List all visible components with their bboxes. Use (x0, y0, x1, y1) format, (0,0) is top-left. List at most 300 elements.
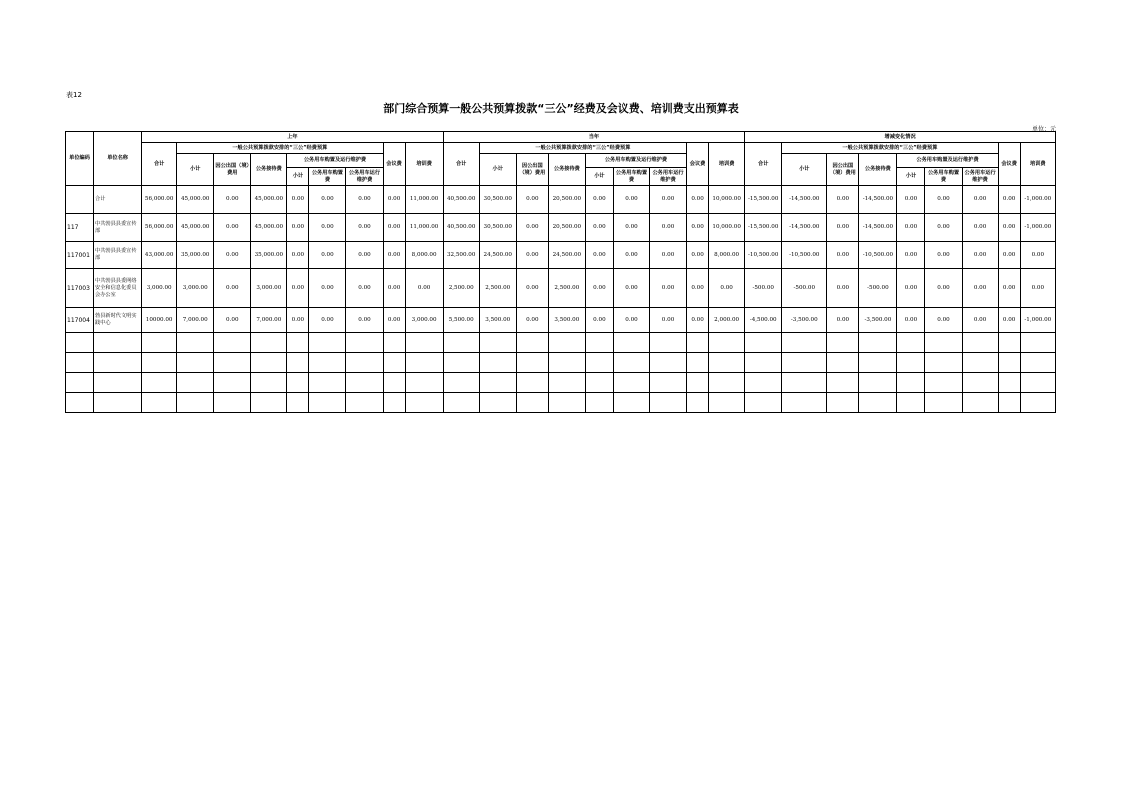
empty-cell (585, 373, 613, 393)
cell-value: 0.00 (383, 186, 405, 214)
cell-value: 0.00 (287, 186, 309, 214)
cell-value: 3,000.00 (251, 269, 287, 308)
cell-value: 2,500.00 (548, 269, 585, 308)
empty-cell (650, 393, 687, 413)
empty-cell (962, 353, 998, 373)
cell-value: -14,500.00 (859, 186, 897, 214)
table-row (66, 308, 1056, 333)
cell-value: 0.00 (925, 214, 962, 242)
header-vehicle-subtotal: 小计 (287, 168, 309, 186)
header-abroad: 因公出国（境）费用 (827, 154, 859, 186)
empty-cell (745, 333, 782, 353)
cell-value: 0.00 (516, 186, 548, 214)
cell-value: 35,000.00 (251, 242, 287, 269)
empty-cell (66, 353, 94, 373)
table-body (66, 186, 1056, 413)
empty-cell (925, 333, 962, 353)
empty-cell (859, 373, 897, 393)
empty-cell (897, 373, 925, 393)
cell-value: 0.00 (650, 308, 687, 333)
cell-value: 0.00 (309, 308, 346, 333)
cell-value: 0.00 (650, 269, 687, 308)
cell-value: 3,500.00 (479, 308, 516, 333)
empty-cell (443, 393, 479, 413)
cell-value: 0.00 (287, 242, 309, 269)
empty-cell (94, 373, 142, 393)
cell-value: -14,500.00 (782, 186, 827, 214)
cell-value: 0.00 (383, 269, 405, 308)
empty-cell (782, 393, 827, 413)
empty-cell (94, 393, 142, 413)
cell-value: 0.00 (687, 186, 709, 214)
cell-value: 0.00 (585, 214, 613, 242)
empty-cell (405, 333, 443, 353)
cell-value: -1,000.00 (1020, 186, 1055, 214)
empty-cell (962, 393, 998, 413)
empty-cell (309, 373, 346, 393)
empty-cell (998, 353, 1020, 373)
cell-value: 11,000.00 (405, 186, 443, 214)
cell-value: -3,500.00 (859, 308, 897, 333)
header-sangong: 一般公共预算拨款安排的“三公”经费预算 (177, 143, 383, 154)
cell-value: 0.00 (613, 308, 649, 333)
cell-value: 10,000.00 (709, 186, 745, 214)
empty-cell (309, 353, 346, 373)
header-training: 培训费 (1020, 143, 1055, 186)
cell-value: 0.00 (346, 269, 383, 308)
table-row (66, 242, 1056, 269)
cell-value: 0.00 (925, 186, 962, 214)
empty-cell (177, 373, 214, 393)
cell-value: 0.00 (962, 214, 998, 242)
cell-value: 0.00 (585, 242, 613, 269)
header-sangong: 一般公共预算拨款安排的“三公”经费预算 (479, 143, 686, 154)
empty-cell (827, 353, 859, 373)
header-vehicle-operation: 公务用车运行维护费 (650, 168, 687, 186)
empty-cell (142, 373, 177, 393)
cell-value: 45,000.00 (177, 214, 214, 242)
cell-value: 0.00 (650, 186, 687, 214)
empty-cell (142, 333, 177, 353)
cell-value: 45,000.00 (177, 186, 214, 214)
empty-cell (443, 353, 479, 373)
empty-cell (548, 393, 585, 413)
cell-value: -1,000.00 (1020, 308, 1055, 333)
cell-value: 0.00 (998, 242, 1020, 269)
empty-cell (214, 333, 251, 353)
empty-cell (827, 333, 859, 353)
cell-value: 0.00 (925, 242, 962, 269)
empty-cell (479, 373, 516, 393)
cell-value: 7,000.00 (251, 308, 287, 333)
header-subtotal: 小计 (479, 154, 516, 186)
cell-value: 0.00 (687, 308, 709, 333)
empty-cell (962, 373, 998, 393)
cell-value: -14,500.00 (859, 214, 897, 242)
cell-value: -15,500.00 (745, 214, 782, 242)
empty-cell (709, 353, 745, 373)
cell-value: 0.00 (650, 242, 687, 269)
cell-value: 0.00 (827, 269, 859, 308)
empty-cell (1020, 393, 1055, 413)
cell-unit-name: 中共勃县县委宣传部 (94, 214, 142, 242)
empty-cell (1020, 353, 1055, 373)
empty-cell (66, 373, 94, 393)
cell-value: 40,500.00 (443, 214, 479, 242)
cell-value: -10,500.00 (782, 242, 827, 269)
cell-value: 0.00 (998, 269, 1020, 308)
cell-value: 0.00 (214, 214, 251, 242)
cell-value: 0.00 (613, 242, 649, 269)
header-vehicle-subtotal: 小计 (897, 168, 925, 186)
header-subtotal: 小计 (177, 154, 214, 186)
empty-cell (585, 333, 613, 353)
cell-value: 0.00 (287, 269, 309, 308)
header-vehicle-group: 公务用车购置及运行维护费 (897, 154, 998, 168)
empty-cell (859, 393, 897, 413)
cell-value: 0.00 (287, 308, 309, 333)
header-meeting: 会议费 (383, 143, 405, 186)
cell-value: 0.00 (346, 242, 383, 269)
empty-cell (925, 393, 962, 413)
cell-value: 0.00 (925, 308, 962, 333)
cell-value: 30,500.00 (479, 214, 516, 242)
empty-cell (287, 373, 309, 393)
cell-value: 0.00 (309, 242, 346, 269)
header-unit-name: 单位名称 (94, 132, 142, 186)
cell-value: 56,000.00 (142, 214, 177, 242)
header-total: 合计 (443, 143, 479, 186)
cell-value: 0.00 (214, 242, 251, 269)
empty-cell (1020, 333, 1055, 353)
cell-value: 0.00 (962, 269, 998, 308)
empty-cell (479, 393, 516, 413)
empty-cell (859, 353, 897, 373)
header-vehicle-purchase: 公务用车购置费 (309, 168, 346, 186)
cell-value: 45,000.00 (251, 186, 287, 214)
cell-value: 0.00 (585, 269, 613, 308)
cell-value: 2,500.00 (443, 269, 479, 308)
empty-cell (405, 373, 443, 393)
empty-cell (687, 333, 709, 353)
empty-cell (214, 393, 251, 413)
cell-value: 45,000.00 (251, 214, 287, 242)
cell-value: 0.00 (827, 214, 859, 242)
empty-cell (251, 333, 287, 353)
empty-cell (177, 393, 214, 413)
empty-cell (479, 333, 516, 353)
empty-cell (650, 353, 687, 373)
cell-value: 0.00 (287, 214, 309, 242)
empty-cell (516, 393, 548, 413)
header-abroad: 因公出国（境）费用 (516, 154, 548, 186)
empty-cell (66, 393, 94, 413)
cell-value: 0.00 (687, 214, 709, 242)
header-current-year: 当年 (443, 132, 745, 143)
cell-value: 0.00 (827, 186, 859, 214)
cell-value: 0.00 (709, 269, 745, 308)
empty-cell (383, 393, 405, 413)
empty-cell (782, 373, 827, 393)
empty-cell (962, 333, 998, 353)
cell-value: -15,500.00 (745, 186, 782, 214)
empty-cell (585, 353, 613, 373)
empty-cell (745, 353, 782, 373)
header-total: 合计 (745, 143, 782, 186)
cell-value: 24,500.00 (548, 242, 585, 269)
empty-row (66, 393, 1056, 413)
empty-cell (214, 373, 251, 393)
empty-cell (309, 393, 346, 413)
page-title: 部门综合预算一般公共预算拨款“三公”经费及会议费、培训费支出预算表 (383, 102, 739, 115)
header-reception: 公务接待费 (859, 154, 897, 186)
empty-cell (142, 353, 177, 373)
empty-cell (346, 373, 383, 393)
cell-value: 2,000.00 (709, 308, 745, 333)
cell-value: 43,000.00 (142, 242, 177, 269)
empty-cell (309, 333, 346, 353)
empty-cell (998, 393, 1020, 413)
unit-label: 单位：元 (1031, 126, 1056, 133)
header-change: 增减变化情况 (745, 132, 1056, 143)
empty-cell (287, 333, 309, 353)
cell-unit-name: 中共勃县县委宣传部 (94, 242, 142, 269)
cell-value: 0.00 (827, 242, 859, 269)
empty-cell (585, 393, 613, 413)
empty-cell (177, 333, 214, 353)
empty-cell (94, 333, 142, 353)
cell-value: -14,500.00 (782, 214, 827, 242)
header-vehicle-operation: 公务用车运行维护费 (346, 168, 383, 186)
cell-value: 56,000.00 (142, 186, 177, 214)
empty-cell (383, 373, 405, 393)
empty-cell (650, 373, 687, 393)
empty-cell (346, 333, 383, 353)
cell-value: 5,500.00 (443, 308, 479, 333)
header-subtotal: 小计 (782, 154, 827, 186)
header-unit-code: 单位编码 (66, 132, 94, 186)
cell-value: -4,500.00 (745, 308, 782, 333)
empty-cell (251, 353, 287, 373)
empty-cell (516, 333, 548, 353)
cell-value: 20,500.00 (548, 214, 585, 242)
cell-value: 0.00 (516, 214, 548, 242)
cell-value: 0.00 (214, 269, 251, 308)
cell-value: -1,000.00 (1020, 214, 1055, 242)
cell-unit-code (66, 186, 94, 214)
empty-cell (287, 393, 309, 413)
cell-value: -500.00 (745, 269, 782, 308)
cell-value: 0.00 (585, 308, 613, 333)
cell-value: 0.00 (687, 269, 709, 308)
empty-cell (1020, 373, 1055, 393)
cell-unit-code: 117004 (66, 308, 94, 333)
empty-cell (548, 333, 585, 353)
cell-value: 0.00 (687, 242, 709, 269)
empty-row (66, 373, 1056, 393)
table-row (66, 269, 1056, 308)
empty-cell (613, 393, 649, 413)
header-reception: 公务接待费 (251, 154, 287, 186)
empty-cell (177, 353, 214, 373)
empty-row (66, 333, 1056, 353)
cell-value: 11,000.00 (405, 214, 443, 242)
table-row (66, 214, 1056, 242)
cell-value: 10,000.00 (709, 214, 745, 242)
header-total: 合计 (142, 143, 177, 186)
cell-value: 30,500.00 (479, 186, 516, 214)
cell-value: 0.00 (214, 186, 251, 214)
header-meeting: 会议费 (998, 143, 1020, 186)
cell-value: 0.00 (346, 186, 383, 214)
empty-cell (346, 353, 383, 373)
cell-value: 0.00 (962, 186, 998, 214)
empty-cell (687, 353, 709, 373)
cell-unit-name: 勃县新时代文明实践中心 (94, 308, 142, 333)
cell-value: 10000.00 (142, 308, 177, 333)
empty-cell (613, 353, 649, 373)
cell-unit-code: 117001 (66, 242, 94, 269)
empty-cell (251, 393, 287, 413)
cell-value: -10,500.00 (859, 242, 897, 269)
cell-value: 7,000.00 (177, 308, 214, 333)
cell-value: 0.00 (516, 269, 548, 308)
cell-value: 0.00 (962, 242, 998, 269)
empty-cell (405, 393, 443, 413)
cell-value: 0.00 (516, 308, 548, 333)
empty-cell (287, 353, 309, 373)
header-vehicle-purchase: 公务用车购置费 (613, 168, 649, 186)
empty-cell (925, 373, 962, 393)
empty-cell (214, 353, 251, 373)
cell-value: 0.00 (998, 214, 1020, 242)
header-vehicle-group: 公务用车购置及运行维护费 (585, 154, 686, 168)
cell-value: 0.00 (613, 214, 649, 242)
cell-value: 0.00 (897, 214, 925, 242)
cell-value: -500.00 (782, 269, 827, 308)
empty-cell (782, 333, 827, 353)
cell-value: 3,000.00 (405, 308, 443, 333)
empty-cell (94, 353, 142, 373)
cell-value: 0.00 (650, 214, 687, 242)
empty-cell (782, 353, 827, 373)
empty-cell (687, 373, 709, 393)
cell-value: -10,500.00 (745, 242, 782, 269)
empty-cell (925, 353, 962, 373)
cell-value: 8,000.00 (405, 242, 443, 269)
cell-value: 3,000.00 (177, 269, 214, 308)
empty-cell (516, 373, 548, 393)
cell-value: 0.00 (516, 242, 548, 269)
cell-value: 20,500.00 (548, 186, 585, 214)
empty-cell (998, 373, 1020, 393)
empty-cell (897, 353, 925, 373)
cell-value: 2,500.00 (479, 269, 516, 308)
empty-cell (613, 373, 649, 393)
cell-value: 0.00 (346, 214, 383, 242)
empty-cell (443, 373, 479, 393)
empty-cell (346, 393, 383, 413)
cell-value: 35,000.00 (177, 242, 214, 269)
cell-value: 0.00 (383, 308, 405, 333)
cell-value: 0.00 (897, 242, 925, 269)
empty-cell (745, 393, 782, 413)
empty-cell (548, 373, 585, 393)
empty-cell (142, 393, 177, 413)
cell-value: 0.00 (383, 214, 405, 242)
empty-cell (613, 333, 649, 353)
header-previous-year: 上年 (142, 132, 444, 143)
empty-cell (998, 333, 1020, 353)
cell-value: 0.00 (897, 186, 925, 214)
cell-value: 0.00 (309, 214, 346, 242)
cell-value: 0.00 (1020, 242, 1055, 269)
cell-value: 0.00 (925, 269, 962, 308)
cell-value: 0.00 (897, 269, 925, 308)
header-reception: 公务接待费 (548, 154, 585, 186)
empty-cell (745, 373, 782, 393)
cell-value: 0.00 (962, 308, 998, 333)
header-meeting: 会议费 (687, 143, 709, 186)
header-training: 培训费 (709, 143, 745, 186)
empty-cell (709, 393, 745, 413)
cell-value: 0.00 (998, 308, 1020, 333)
table-row (66, 186, 1056, 214)
empty-cell (897, 393, 925, 413)
empty-cell (897, 333, 925, 353)
cell-value: 0.00 (827, 308, 859, 333)
empty-cell (383, 333, 405, 353)
cell-value: -500.00 (859, 269, 897, 308)
empty-cell (66, 333, 94, 353)
cell-value: 0.00 (998, 186, 1020, 214)
cell-value: 0.00 (214, 308, 251, 333)
header-vehicle-purchase: 公务用车购置费 (925, 168, 962, 186)
cell-value: 24,500.00 (479, 242, 516, 269)
cell-value: 8,000.00 (709, 242, 745, 269)
cell-unit-code: 117 (66, 214, 94, 242)
cell-unit-code: 117003 (66, 269, 94, 308)
cell-value: 0.00 (613, 269, 649, 308)
cell-unit-name: 合计 (94, 186, 142, 214)
cell-value: 0.00 (309, 269, 346, 308)
empty-row (66, 353, 1056, 373)
cell-value: -3,500.00 (782, 308, 827, 333)
empty-cell (479, 353, 516, 373)
empty-cell (251, 373, 287, 393)
cell-value: 40,500.00 (443, 186, 479, 214)
empty-cell (709, 373, 745, 393)
cell-value: 0.00 (897, 308, 925, 333)
empty-cell (827, 373, 859, 393)
header-vehicle-operation: 公务用车运行维护费 (962, 168, 998, 186)
header-sangong: 一般公共预算拨款安排的“三公”经费预算 (782, 143, 998, 154)
cell-value: 0.00 (346, 308, 383, 333)
cell-value: 32,500.00 (443, 242, 479, 269)
header-training: 培训费 (405, 143, 443, 186)
cell-value: 0.00 (585, 186, 613, 214)
empty-cell (650, 333, 687, 353)
cell-value: 3,000.00 (142, 269, 177, 308)
cell-value: 0.00 (1020, 269, 1055, 308)
cell-value: 0.00 (405, 269, 443, 308)
empty-cell (827, 393, 859, 413)
header-abroad: 因公出国（境）费用 (214, 154, 251, 186)
budget-table (65, 131, 1056, 413)
table-header (66, 132, 1056, 186)
header-vehicle-group: 公务用车购置及运行维护费 (287, 154, 383, 168)
cell-value: 0.00 (309, 186, 346, 214)
